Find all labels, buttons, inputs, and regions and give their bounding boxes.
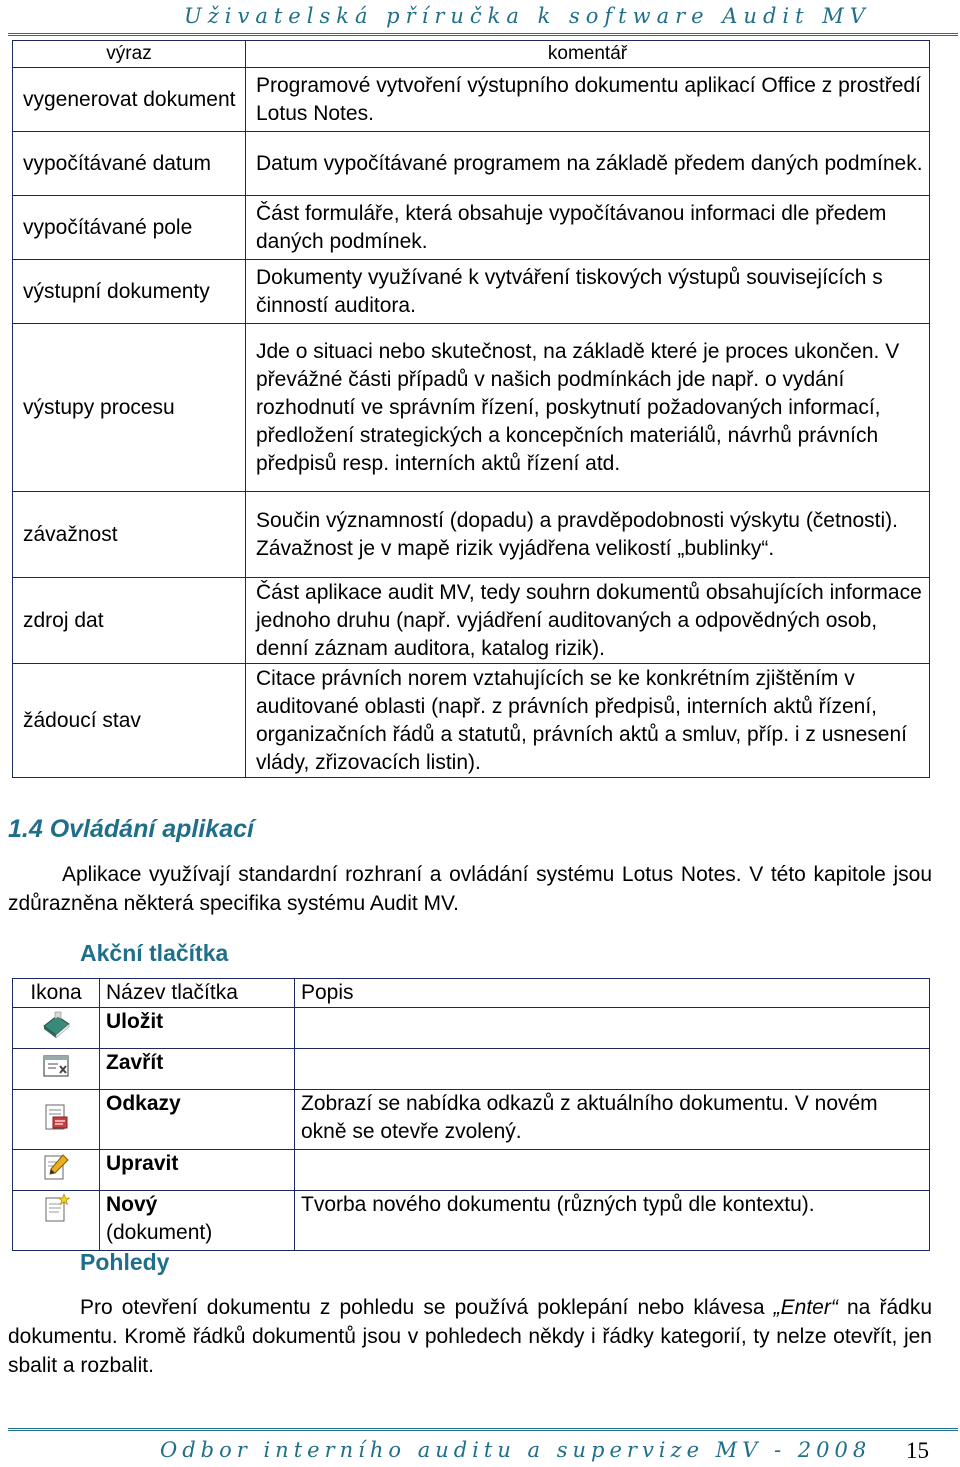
- glossary-comment: Část formuláře, která obsahuje vypočítávanou informaci dle předem daných podmínek.: [246, 196, 930, 260]
- edit-pencil-icon: [41, 1152, 71, 1182]
- links-document-icon: [41, 1102, 71, 1132]
- table-row: [13, 1008, 930, 1049]
- intro-paragraph: [8, 860, 932, 918]
- glossary-term: výstupy procesu: [13, 324, 246, 492]
- page-number: 15: [906, 1438, 929, 1463]
- column-header-desc: Popis: [295, 979, 930, 1008]
- button-description: Zobrazí se nabídka odkazů z aktuálního dokumentu. V novém okně se otevře zvolený.: [295, 1090, 930, 1150]
- new-document-icon: [41, 1193, 71, 1223]
- table-row: [13, 1150, 930, 1191]
- glossary-comment: Citace právních norem vztahujících se ke konkrétním zjištěním v auditované oblasti (např. z právních předpisů, interních aktů řízení, organizačních řádů a statutů, právních aktů a smluv, příp. i z usnesení vlády, zřizovacích listin).: [246, 664, 930, 778]
- views-paragraph: [8, 1293, 932, 1380]
- table-row: [13, 324, 930, 492]
- header-divider: [8, 33, 958, 36]
- table-row: [13, 1049, 930, 1090]
- table-row: [13, 664, 930, 778]
- table-row: [13, 132, 930, 196]
- footer-divider: [8, 1428, 958, 1431]
- glossary-comment: Jde o situaci nebo skutečnost, na základě které je proces ukončen. V převážné části případů v našich podmínkách jde např. o vydání rozhodnutí ve správním řízení, poskytnutí požadovaných informací, předložení strategických a koncepčních materiálů, návrhů právních předpisů resp. interních aktů řízení atd.: [246, 324, 930, 492]
- section-heading: 1.4 Ovládání aplikací: [8, 815, 254, 843]
- table-row: [13, 578, 930, 664]
- glossary-term: výstupní dokumenty: [13, 260, 246, 324]
- table-row: [13, 196, 930, 260]
- intro-text: Aplikace využívají standardní rozhraní a ovládání systému Lotus Notes. V této kapitole jsou zdůrazněna některá specifika systému Audit MV.: [8, 863, 932, 915]
- column-header-icon: Ikona: [13, 979, 100, 1008]
- button-name: Nový: [106, 1193, 158, 1216]
- table-row: [13, 260, 930, 324]
- table-row: [13, 492, 930, 578]
- table-row: [13, 1090, 930, 1150]
- views-heading: Pohledy: [80, 1249, 170, 1275]
- glossary-term: vypočítávané pole: [13, 196, 246, 260]
- views-text-after: na řádku dokumentu. Kromě řádků dokumentů jsou v pohledech někdy i řádky kategorií, ty nelze otevřít, jen sbalit a rozbalit.: [8, 1296, 932, 1377]
- glossary-comment: Dokumenty využívané k vytváření tiskových výstupů souvisejících s činností auditora.: [246, 260, 930, 324]
- glossary-comment: Datum vypočítávané programem na základě předem daných podmínek.: [246, 132, 930, 196]
- enter-key-name: „Enter“: [773, 1296, 838, 1319]
- action-buttons-heading: Akční tlačítka: [80, 940, 229, 966]
- column-header-name: Název tlačítka: [100, 979, 295, 1008]
- glossary-comment: Programové vytvoření výstupního dokumentu aplikací Office z prostředí Lotus Notes.: [246, 68, 930, 132]
- header-title: Uživatelská příručka k software Audit MV: [184, 4, 871, 28]
- glossary-term: žádoucí stav: [13, 664, 246, 778]
- glossary-table: [12, 40, 930, 778]
- button-name: Uložit: [100, 1008, 295, 1049]
- glossary-comment: Součin významností (dopadu) a pravděpodobnosti výskytu (četnosti). Závažnost je v mapě rizik vyjádřena velikostí „bublinky“.: [246, 492, 930, 578]
- button-name-sub: (dokument): [106, 1221, 213, 1244]
- glossary-term: závažnost: [13, 492, 246, 578]
- glossary-term: zdroj dat: [13, 578, 246, 664]
- column-header-comment: komentář: [246, 41, 930, 68]
- button-description: [295, 1008, 930, 1049]
- table-row: [13, 1191, 930, 1251]
- button-name: Upravit: [100, 1150, 295, 1191]
- buttons-header-row: [13, 979, 930, 1008]
- glossary-comment: Část aplikace audit MV, tedy souhrn dokumentů obsahujících informace jednoho druhu (např. vyjádření auditovaných a odpovědných osob, denní záznam auditora, katalog rizik).: [246, 578, 930, 664]
- column-header-term: výraz: [13, 41, 246, 68]
- glossary-term: vygenerovat dokument: [13, 68, 246, 132]
- button-description: Tvorba nového dokumentu (různých typů dle kontextu).: [295, 1191, 930, 1251]
- button-name: Zavřít: [100, 1049, 295, 1090]
- glossary-term: vypočítávané datum: [13, 132, 246, 196]
- glossary-header-row: [13, 41, 930, 68]
- button-description: [295, 1150, 930, 1191]
- button-name: Odkazy: [100, 1090, 295, 1150]
- button-description: [295, 1049, 930, 1090]
- action-buttons-table: [12, 978, 930, 1251]
- table-row: [13, 68, 930, 132]
- footer-title: Odbor interního auditu a supervize MV - 2008: [160, 1438, 872, 1462]
- views-text-before: Pro otevření dokumentu z pohledu se používá poklepání nebo klávesa: [80, 1296, 774, 1319]
- close-window-icon: [41, 1051, 71, 1081]
- save-book-icon: [41, 1010, 71, 1040]
